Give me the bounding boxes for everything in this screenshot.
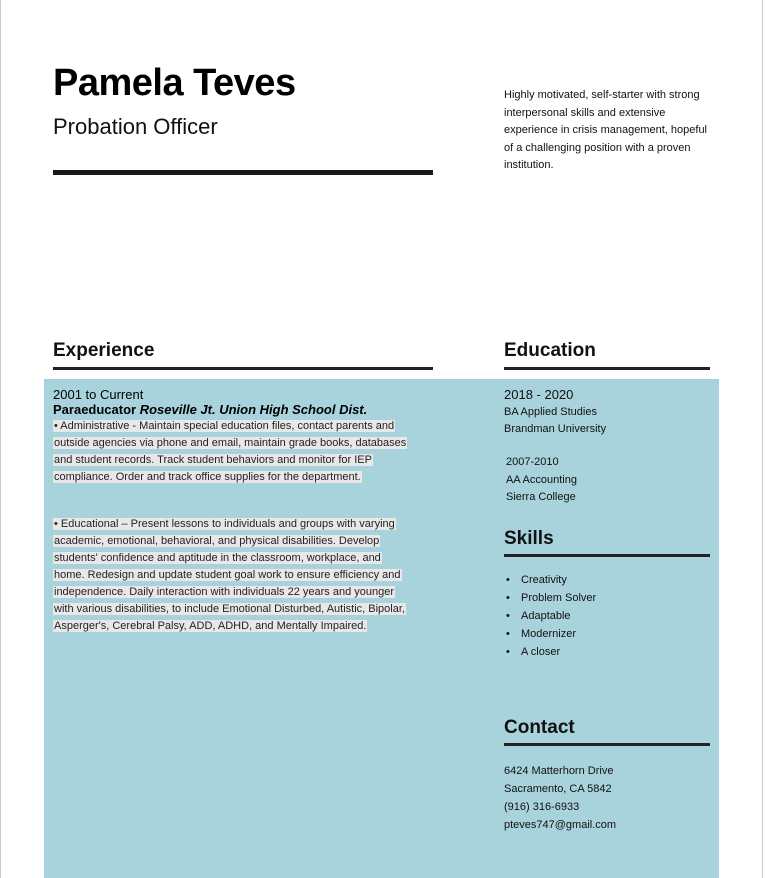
skill-label: A closer [521,646,561,658]
education-heading: Education [504,340,596,361]
experience-organization: Roseville Jt. Union High School Dist. [139,402,368,417]
experience-paragraph-text: • Administrative - Maintain special education files, contact parents and outside agencies via phone and email, maintain grade books, databases and student records. Track student behaviors and monitor for IEP compliance. Order and track office supplies for the department. [54,420,407,483]
bullet-icon: • [506,574,510,586]
page-edge-left [0,0,1,878]
experience-divider [53,367,433,370]
experience-role [53,402,367,417]
education-school: Brandman University [504,423,607,435]
contact-divider [504,743,710,746]
contact-street: 6424 Matterhorn Drive [504,765,614,777]
experience-role-title: Paraeducator [53,402,137,417]
contact-email: pteves747@gmail.com [504,819,617,831]
bullet-icon: • [506,592,510,604]
skill-label: Problem Solver [521,592,597,604]
skills-heading: Skills [504,528,554,549]
education-entry [506,454,577,507]
education-years: 2007-2010 [506,456,559,468]
education-entry [504,386,606,439]
bullet-icon: • [506,646,510,658]
education-school: Sierra College [506,491,576,503]
experience-paragraph-text: • Educational – Present lessons to individuals and groups with varying academic, emotional, behavioral, and physical disabilities. Develop students' confidence and aptitude in the classroom, workplace, and home. Redesign and update student goal work to ensure efficiency and independence. Daily interaction with individuals 22 years and younger with various disabilities, to include Emotional Disturbed, Autistic, Bipolar, Asperger's, Cerebral Palsy, ADD, ADHD, and Mentally Impaired. [54,518,405,632]
skill-item [504,571,596,589]
skill-label: Adaptable [521,610,571,622]
resume-name: Pamela Teves [53,62,296,104]
skill-item [504,625,596,643]
summary-text: Highly motivated, self-starter with strong interpersonal skills and extensive experience in crisis management, hopeful of a challenging position with a proven institution. [504,89,708,171]
education-years: 2018 - 2020 [504,387,574,402]
bullet-icon: • [506,628,510,640]
experience-heading: Experience [53,340,155,361]
resume-job-title: Probation Officer [53,114,218,139]
page-edge-right [762,0,763,878]
title-divider [53,170,433,175]
contact-city: Sacramento, CA 5842 [504,783,612,795]
experience-dates: 2001 to Current [53,387,144,402]
skill-item [504,607,596,625]
skills-divider [504,554,710,557]
education-degree: BA Applied Studies [504,405,597,418]
skill-label: Modernizer [521,628,577,640]
skill-item [504,643,596,661]
skill-label: Creativity [521,574,567,586]
experience-paragraph-educational [53,516,413,635]
skill-item [504,589,596,607]
education-divider [504,367,710,370]
contact-phone: (916) 316-6933 [504,801,580,813]
experience-paragraph-administrative [53,418,413,486]
education-degree: AA Accounting [506,473,577,486]
bullet-icon: • [506,610,510,622]
skills-list [504,571,596,661]
contact-heading: Contact [504,717,575,738]
contact-block [504,762,616,834]
